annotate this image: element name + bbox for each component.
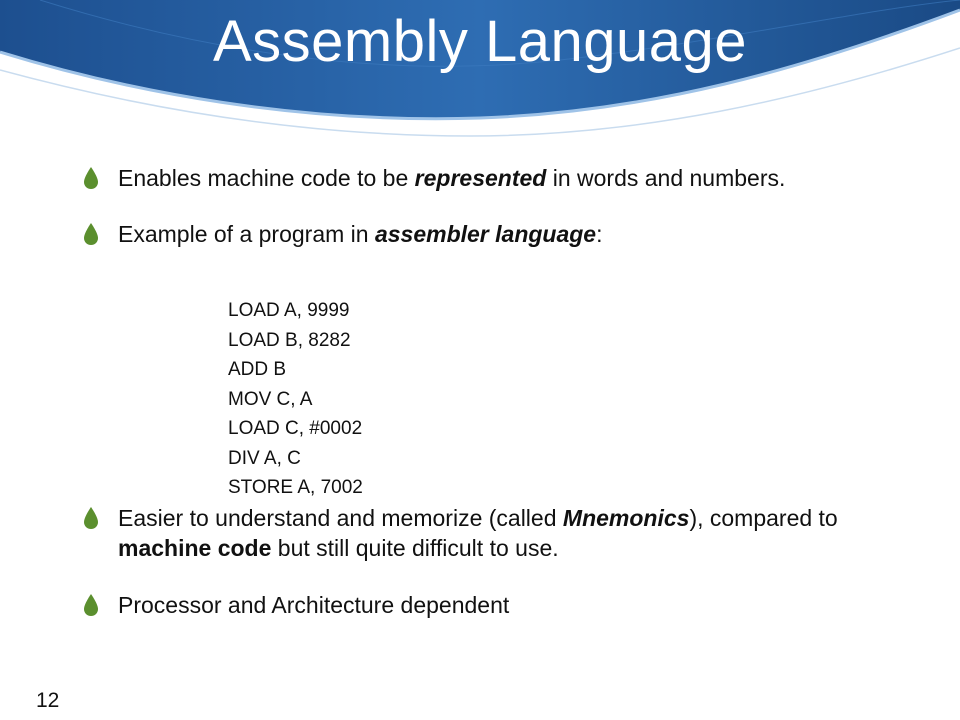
bullet-text-2: Example of a program in assembler language:	[118, 221, 603, 247]
code-line: LOAD C, #0002	[228, 418, 363, 439]
slide-title: Assembly Language	[212, 9, 748, 74]
bullet-item-4	[82, 590, 509, 620]
code-line: MOV C, A	[228, 388, 313, 410]
code-line: ADD B	[228, 359, 287, 380]
bullet-item-1	[82, 163, 785, 193]
code-example	[228, 296, 363, 503]
water-drop-icon	[82, 165, 118, 191]
water-drop-icon	[82, 221, 118, 247]
code-line: LOAD A, 9999	[228, 300, 350, 321]
bullet-text-4: Processor and Architecture dependent	[118, 592, 510, 618]
bullet-text-1: Enables machine code to be represented in words and numbers.	[118, 165, 786, 191]
water-drop-icon	[82, 592, 118, 618]
page-number: 12	[36, 689, 60, 712]
code-line: STORE A, 7002	[228, 477, 363, 498]
code-line: DIV A, C	[228, 447, 301, 469]
bullet-text-3: Easier to understand and memorize (called Mnemonics), compared to machine code but still quite difficult to use.	[118, 505, 838, 561]
water-drop-icon	[82, 505, 118, 531]
code-line: LOAD B, 8282	[228, 329, 351, 351]
bullet-item-3	[82, 503, 858, 563]
bullet-item-2	[82, 219, 603, 249]
